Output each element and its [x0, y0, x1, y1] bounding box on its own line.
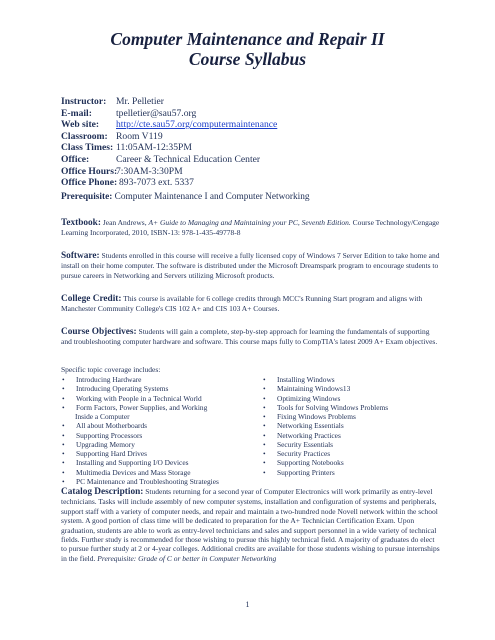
prerequisite [61, 192, 441, 203]
list-item: • Installing Windows [263, 375, 335, 384]
class-times-row [61, 142, 277, 154]
topics-intro: Specific topic coverage includes: [61, 365, 161, 374]
list-item: • Introducing Operating Systems [62, 384, 169, 394]
topics-left-list [61, 375, 261, 486]
email-row [61, 108, 277, 120]
class-times-label: Class Times: [61, 142, 114, 154]
prerequisite-text: Computer Maintenance I and Computer Networking [114, 192, 310, 202]
list-item: • All about Motherboards [62, 421, 148, 431]
list-item-continuation: Inside a Computer [75, 412, 130, 421]
instructor-label: Instructor: [61, 96, 107, 107]
course-objectives-text: Students will gain a complete, step-by-step approach for learning the fundamentals of supporting and troubleshooting computer hardware and software. This course maps fully to CompTIA's latest 2009 A+ Exam objectives. [61, 327, 438, 347]
website-label: Web site: [61, 119, 100, 131]
list-item: • Fixing Windows Problems [263, 412, 356, 421]
list-item: • Security Essentials [263, 439, 334, 449]
website-link[interactable]: http://cte.sau57.org/computermaintenance [116, 119, 278, 131]
list-item: • Security Practices [263, 449, 331, 458]
college-credit-text: This course is available for 6 college credits through MCC's Running Start program and aligns with Manchester Community College's CIS 102 A+ and CIS 103 A+ Courses. [61, 294, 423, 314]
catalog-description-prereq: Prerequisite: Grade of C or better in Computer Networking [97, 553, 277, 563]
topics-right-list [262, 375, 442, 477]
list-item: • Multimedia Devices and Mass Storage [62, 467, 191, 477]
list-item: • Installing and Supporting I/O Devices [62, 458, 189, 468]
catalog-description-text: Students returning for a second year of Computer Electronics will work primarily as entry-level technicians. Tasks will include assembly of new computer systems, installation and configuration of systems and peripherals, support staff with a variety of computer needs, and repair and maintain a two-hundred node Novell network within the school system. A good portion of class time will be dedicated to preparation for the A+ Technician Certification Exam. Upon graduation, students are able to work as entry-level technicians and sales and support personnel in a wide variety of technical fields. Further study is recommended for those wishing to pursue this highly technical field. A majority of graduates do elect to pursue further study at 2 or 4-year colleges. Additional credits are available for those students wishing to pursue internships in the field. [61, 487, 440, 563]
instructor-value: Mr. Pelletier [116, 96, 164, 107]
instructor-row [61, 96, 277, 108]
list-item: • Supporting Hard Drives [62, 449, 148, 458]
textbook-label: Textbook: [61, 218, 101, 228]
list-item: • Supporting Printers [263, 467, 335, 477]
list-item: • Networking Essentials [263, 421, 344, 431]
course-objectives [61, 327, 441, 347]
office-hours-value: 7:30AM-3:30PM [116, 165, 183, 177]
software [61, 251, 441, 280]
list-item: • Upgrading Memory [62, 439, 135, 449]
office-value: Career & Technical Education Center [116, 153, 261, 165]
college-credit-label: College Credit: [61, 294, 122, 304]
textbook [61, 218, 441, 238]
catalog-description-label: Catalog Description: [61, 487, 144, 497]
classroom-row [61, 131, 277, 143]
office-hours-row [61, 166, 277, 178]
office-phone-value: 893-7073 ext. 5337 [119, 177, 194, 189]
list-item: • Tools for Solving Windows Problems [263, 402, 389, 412]
list-item: • Networking Practices [263, 430, 341, 440]
prerequisite-label: Prerequisite: [61, 192, 113, 202]
textbook-details: Course Technology/Cengage Learning Incorporated, 2010, ISBN-13: 978-1-435-49778-8 [61, 218, 440, 238]
office-row [61, 154, 277, 166]
email-label: E-mail: [61, 107, 92, 119]
software-label: Software: [61, 251, 100, 261]
classroom-value: Room V119 [116, 130, 163, 142]
class-times-value: 11:05AM-12:35PM [116, 142, 192, 154]
software-text: Students enrolled in this course will receive a fully licensed copy of Windows 7 Server Edition to take home and install on their home computer. The software is distributed under the Microsoft Dreamspark program to encourage students to pursue careers in Networking and Servers utilizing Microsoft products. [61, 251, 440, 280]
list-item: • Optimizing Windows [263, 393, 341, 403]
list-item: • Form Factors, Power Supplies, and Working [62, 402, 208, 412]
page-number: 1 [245, 600, 250, 609]
list-item: • Supporting Processors [62, 430, 143, 440]
catalog-description [61, 487, 441, 563]
office-label: Office: [61, 153, 90, 165]
list-item: • Introducing Hardware [62, 375, 142, 384]
email-value: tpelletier@sau57.org [116, 107, 197, 119]
college-credit [61, 294, 441, 314]
office-phone-label: Office Phone: [61, 177, 118, 189]
list-item: • Supporting Notebooks [263, 458, 344, 468]
classroom-label: Classroom: [61, 130, 108, 142]
document-subtitle: Course Syllabus [188, 49, 307, 69]
list-item: • Working with People in a Technical World [62, 393, 202, 403]
office-phone-row [61, 177, 277, 189]
list-item: • Maintaining Windows13 [263, 384, 351, 394]
list-item: • PC Maintenance and Troubleshooting Strategies [62, 476, 219, 486]
textbook-author: Jean Andrews, [102, 218, 147, 227]
contact-info [61, 96, 277, 189]
office-hours-label: Office Hours: [61, 165, 118, 177]
website-row [61, 119, 277, 131]
course-objectives-label: Course Objectives: [61, 327, 137, 337]
document-title: Computer Maintenance and Repair II [110, 29, 385, 49]
textbook-title: A+ Guide to Managing and Maintaining your PC, Seventh Edition. [148, 218, 351, 227]
